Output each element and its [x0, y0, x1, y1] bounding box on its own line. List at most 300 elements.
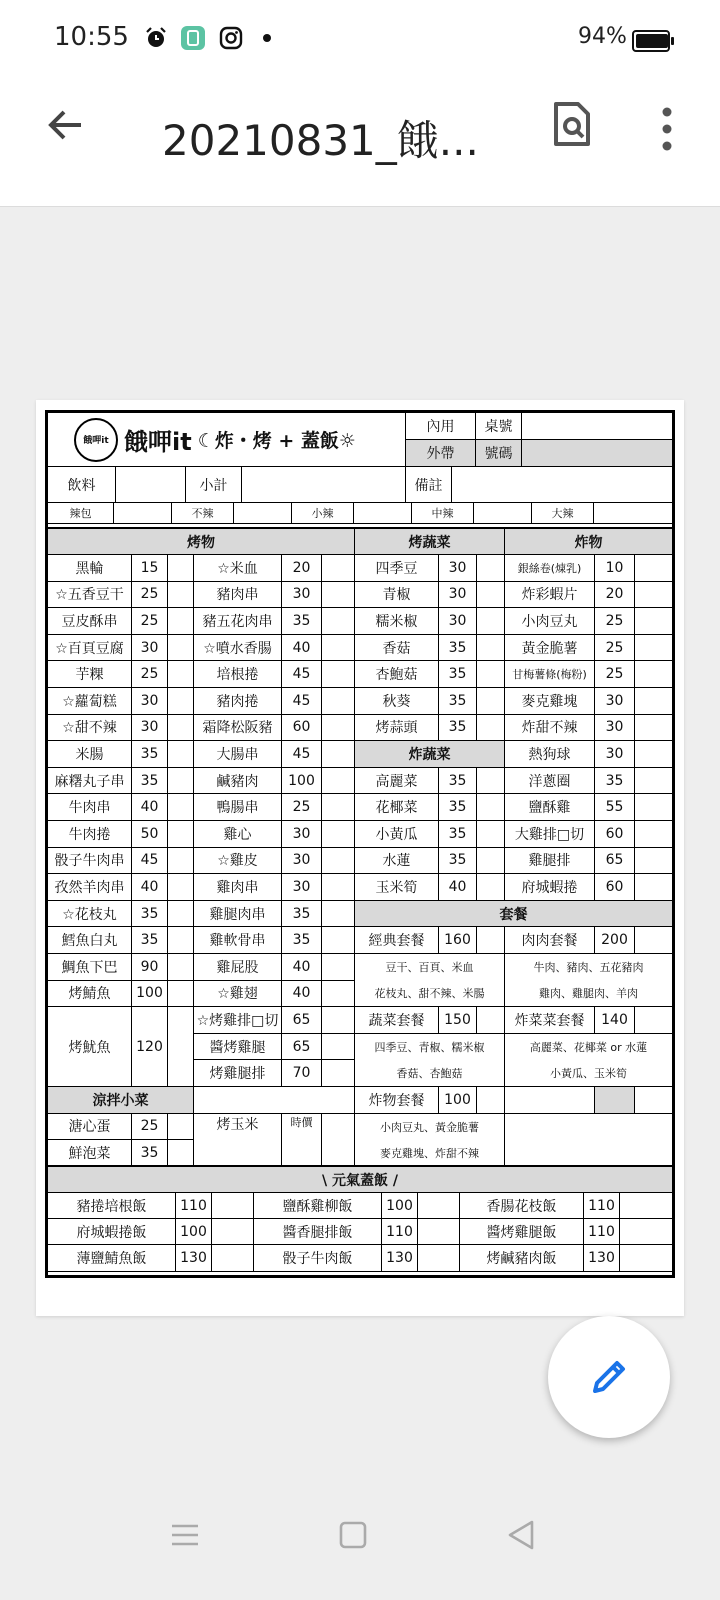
search-in-document-icon[interactable] — [552, 100, 602, 156]
fried-item-name: 炸甜不辣 — [505, 715, 595, 742]
grill-item-qty[interactable] — [168, 608, 194, 635]
grill-veg-name: 烤蒜頭 — [355, 715, 439, 742]
fried-item-name: 洋蔥圈 — [505, 768, 595, 795]
grill-item-qty[interactable] — [322, 901, 355, 928]
rice-item-name: 鹽酥雞柳飯 — [254, 1193, 382, 1219]
fried-item-name: 黃金脆薯 — [505, 635, 595, 662]
fried-item-qty[interactable] — [635, 688, 672, 715]
combo-name: 經典套餐 — [355, 927, 439, 954]
grill-item-qty[interactable] — [322, 1034, 355, 1061]
fried-item-name: 炸彩蝦片 — [505, 582, 595, 609]
grill-item-qty[interactable] — [322, 608, 355, 635]
grill-item-name: 培根捲 — [194, 661, 282, 688]
grill-item-qty[interactable] — [168, 794, 194, 821]
spice-box[interactable] — [114, 503, 172, 524]
grill-veg-qty[interactable] — [477, 555, 505, 582]
grill-item-qty[interactable] — [322, 927, 355, 954]
fried-item-name: 小肉豆丸 — [505, 608, 595, 635]
rice-item-qty[interactable] — [620, 1245, 672, 1271]
blank-cell — [505, 1087, 595, 1114]
grill-item-price: 40 — [132, 794, 168, 821]
dine-in-label: 內用 — [406, 413, 476, 440]
drinks-field[interactable] — [116, 467, 186, 503]
fried-veg-qty[interactable] — [477, 768, 505, 795]
grill-item-price: 35 — [282, 608, 322, 635]
drinks-label: 飲料 — [48, 467, 116, 503]
grill-item-price: 15 — [132, 555, 168, 582]
corn-qty[interactable] — [322, 1114, 355, 1167]
grill-item-price: 45 — [282, 741, 322, 768]
combo-qty[interactable] — [477, 1087, 505, 1114]
grill-item-price: 30 — [132, 715, 168, 742]
order-type-box — [406, 413, 672, 467]
grill-item-name: 雞心 — [194, 821, 282, 848]
grill-item-name: 鹹豬肉 — [194, 768, 282, 795]
grill-item-name: 豆皮酥串 — [48, 608, 132, 635]
takeout-label: 外帶 — [406, 440, 476, 467]
fried-header: 炸物 — [505, 527, 672, 555]
spice-box[interactable] — [474, 503, 532, 524]
combo-price: 200 — [595, 927, 635, 954]
grill-item-name: ☆蘿蔔糕 — [48, 688, 132, 715]
fried-item-qty[interactable] — [635, 794, 672, 821]
rice-item-name: 香腸花枝飯 — [460, 1193, 584, 1219]
grill-item-qty[interactable] — [168, 661, 194, 688]
grill-item-qty[interactable] — [168, 901, 194, 928]
cold-item-qty[interactable] — [168, 1114, 194, 1141]
combo-price: 160 — [439, 927, 477, 954]
takeout-row — [406, 440, 672, 467]
grill-item-price: 50 — [132, 821, 168, 848]
grill-item-price: 30 — [282, 848, 322, 875]
fried-veg-name: 高麗菜 — [355, 768, 439, 795]
grill-item-price: 20 — [282, 555, 322, 582]
grill-item-qty[interactable] — [322, 848, 355, 875]
cold-item-price: 25 — [132, 1114, 168, 1141]
fried-veg-qty[interactable] — [477, 794, 505, 821]
grill-item-price: 120 — [132, 1007, 168, 1087]
fried-item-price: 30 — [595, 715, 635, 742]
cold-item-name: 溏心蛋 — [48, 1114, 132, 1141]
grill-item-qty[interactable] — [168, 555, 194, 582]
grill-item-price: 40 — [282, 635, 322, 662]
grill-veg-name: 香菇 — [355, 635, 439, 662]
dine-in-row — [406, 413, 672, 440]
grill-item-qty[interactable] — [168, 1007, 194, 1087]
grill-veg-price: 35 — [439, 715, 477, 742]
grill-item-qty[interactable] — [168, 582, 194, 609]
grill-item-name: 豬肉捲 — [194, 688, 282, 715]
combo-desc: 香菇、杏鮑菇 — [355, 1060, 505, 1087]
number-label: 號碼 — [476, 440, 522, 467]
grill-item-price: 30 — [282, 874, 322, 901]
grill-item-name: 大腸串 — [194, 741, 282, 768]
grill-item-qty[interactable] — [322, 741, 355, 768]
brand-logo — [48, 413, 406, 467]
combo-name: 炸物套餐 — [355, 1087, 439, 1114]
grill-item-name: ☆噴水香腸 — [194, 635, 282, 662]
rice-item-price: 110 — [584, 1219, 620, 1245]
grill-item-qty[interactable] — [168, 768, 194, 795]
grill-header: 烤物 — [48, 527, 355, 555]
grill-item-price: 40 — [132, 874, 168, 901]
grill-item-qty[interactable] — [322, 688, 355, 715]
rice-item-name: 醬烤雞腿飯 — [460, 1219, 584, 1245]
fried-item-qty[interactable] — [635, 661, 672, 688]
fried-item-name: 麥克雞塊 — [505, 688, 595, 715]
grill-item-price: 30 — [132, 688, 168, 715]
fried-veg-qty[interactable] — [477, 821, 505, 848]
grill-item-name: 鴨腸串 — [194, 794, 282, 821]
battery-icon — [632, 30, 670, 52]
combo-desc: 麥克雞塊、炸甜不辣 — [355, 1140, 505, 1167]
grill-item-qty[interactable] — [168, 981, 194, 1008]
grill-item-price: 25 — [282, 794, 322, 821]
rice-item-qty[interactable] — [212, 1193, 254, 1219]
rice-item-name: 醬香腿排飯 — [254, 1219, 382, 1245]
more-vertical-icon[interactable] — [652, 102, 682, 156]
grill-item-name: 牛肉捲 — [48, 821, 132, 848]
rice-item-qty[interactable] — [620, 1193, 672, 1219]
grill-veg-header: 烤蔬菜 — [355, 527, 505, 555]
grill-item-name: 醬烤雞腿 — [194, 1034, 282, 1061]
document-page[interactable] — [36, 400, 684, 1316]
grill-item-name: 烤鯖魚 — [48, 981, 132, 1008]
fried-item-name: 鹽酥雞 — [505, 794, 595, 821]
number-field[interactable] — [522, 440, 672, 467]
header-row-1 — [48, 413, 672, 467]
rice-item-qty[interactable] — [620, 1219, 672, 1245]
grill-veg-price: 30 — [439, 555, 477, 582]
recent-apps-icon[interactable] — [160, 1510, 210, 1560]
grill-item-name: 鱈魚白丸 — [48, 927, 132, 954]
rice-header-row — [48, 1165, 672, 1193]
grill-item-name: 烤魷魚 — [48, 1007, 132, 1087]
grill-item-qty[interactable] — [168, 954, 194, 981]
grill-item-price: 30 — [282, 821, 322, 848]
app-bar — [0, 80, 720, 207]
fried-item-price: 30 — [595, 741, 635, 768]
fried-item-price: 25 — [595, 661, 635, 688]
combo-price: 140 — [595, 1007, 635, 1034]
grill-item-price: 100 — [132, 981, 168, 1008]
grill-veg-qty[interactable] — [477, 608, 505, 635]
section-header-row — [48, 527, 672, 555]
combo-desc: 小黃瓜、玉米筍 — [505, 1060, 672, 1087]
fried-item-name: 大雞排□切 — [505, 821, 595, 848]
combo-name: 肉肉套餐 — [505, 927, 595, 954]
grill-item-price: 30 — [282, 582, 322, 609]
grill-item-price: 35 — [132, 741, 168, 768]
fried-item-name: 熱狗球 — [505, 741, 595, 768]
combo-header: 套餐 — [355, 901, 672, 928]
rice-item-name: 烤鹹豬肉飯 — [460, 1245, 584, 1271]
combo-name: 炸菜菜套餐 — [505, 1007, 595, 1034]
grill-item-qty[interactable] — [322, 635, 355, 662]
grill-item-name: 麻糬丸子串 — [48, 768, 132, 795]
combo-desc: 花枝丸、甜不辣、米腸 — [355, 981, 505, 1008]
fried-item-price: 60 — [595, 874, 635, 901]
edit-button[interactable] — [548, 1316, 670, 1438]
subtotal-field[interactable] — [242, 467, 406, 503]
fried-item-name: 銀絲卷(煉乳) — [505, 555, 595, 582]
grill-veg-name: 四季豆 — [355, 555, 439, 582]
grill-item-price: 40 — [282, 954, 322, 981]
grill-item-qty[interactable] — [322, 582, 355, 609]
document-title: 20210831_餓... — [162, 116, 479, 165]
rice-item-name: 薄鹽鯖魚飯 — [48, 1245, 176, 1271]
spice-box[interactable] — [594, 503, 672, 524]
cold-item-name: 鮮泡菜 — [48, 1140, 132, 1167]
fried-item-name: 府城蝦捲 — [505, 874, 595, 901]
rice-item-price: 100 — [176, 1219, 212, 1245]
battery-level — [636, 34, 668, 48]
grill-item-price: 30 — [132, 635, 168, 662]
grill-item-name: ☆花枝丸 — [48, 901, 132, 928]
grill-item-price: 35 — [132, 768, 168, 795]
combo-qty[interactable] — [635, 1007, 672, 1034]
rice-header: \ 元氣蓋飯 / — [48, 1165, 672, 1193]
grill-item-name: 骰子牛肉串 — [48, 848, 132, 875]
spice-none: 不辣 — [172, 503, 234, 524]
grill-veg-qty[interactable] — [477, 688, 505, 715]
fried-item-qty[interactable] — [635, 608, 672, 635]
cold-header: 涼拌小菜 — [48, 1087, 194, 1114]
grill-item-qty[interactable] — [322, 1007, 355, 1034]
rice-item-qty[interactable] — [418, 1219, 460, 1245]
notes-label: 備註 — [406, 467, 452, 503]
grill-item-name: ☆五香豆干 — [48, 582, 132, 609]
blank-cell — [194, 1087, 355, 1114]
grill-veg-price: 35 — [439, 688, 477, 715]
fried-item-qty[interactable] — [635, 582, 672, 609]
combo-desc: 小肉豆丸、黃金脆薯 — [355, 1114, 505, 1141]
grill-veg-name: 杏鮑菇 — [355, 661, 439, 688]
status-bar — [0, 0, 720, 80]
combo-desc: 豆干、百頁、米血 — [355, 954, 505, 981]
grill-item-qty[interactable] — [168, 715, 194, 742]
fried-item-price: 55 — [595, 794, 635, 821]
grill-item-name: 牛肉串 — [48, 794, 132, 821]
rice-item-qty[interactable] — [418, 1193, 460, 1219]
table-no-field[interactable] — [522, 413, 672, 440]
grill-veg-qty[interactable] — [477, 661, 505, 688]
grill-item-price: 65 — [282, 1007, 322, 1034]
combo-desc: 高麗菜、花椰菜 or 水蓮 — [529, 1041, 648, 1055]
fried-veg-price: 35 — [439, 848, 477, 875]
rice-item-price: 100 — [382, 1193, 418, 1219]
combo-qty[interactable] — [477, 927, 505, 954]
grill-item-price: 60 — [282, 715, 322, 742]
fried-item-price: 35 — [595, 768, 635, 795]
grill-veg-qty[interactable] — [477, 582, 505, 609]
brand-name: 餓呷it — [124, 428, 192, 456]
grill-item-name: 雞肉串 — [194, 874, 282, 901]
combo-qty[interactable] — [635, 927, 672, 954]
grill-veg-name: 秋葵 — [355, 688, 439, 715]
grill-item-name: 米腸 — [48, 741, 132, 768]
grill-veg-price: 30 — [439, 608, 477, 635]
fried-item-price: 30 — [595, 688, 635, 715]
grill-item-price: 100 — [282, 768, 322, 795]
grill-item-name: 雞軟骨串 — [194, 927, 282, 954]
grill-item-qty[interactable] — [322, 874, 355, 901]
grill-item-price: 40 — [282, 981, 322, 1008]
dot-icon — [254, 24, 280, 52]
fried-veg-name: 小黃瓜 — [355, 821, 439, 848]
grill-item-price: 25 — [132, 661, 168, 688]
grill-item-qty[interactable] — [168, 688, 194, 715]
grill-item-name: 雞腿肉串 — [194, 901, 282, 928]
grill-item-name: 霜降松阪豬 — [194, 715, 282, 742]
rice-item-qty[interactable] — [212, 1245, 254, 1271]
corn-name: 烤玉米 — [194, 1114, 282, 1167]
grill-item-name: ☆百頁豆腐 — [48, 635, 132, 662]
header-row-2 — [48, 467, 672, 503]
grill-item-qty[interactable] — [322, 715, 355, 742]
fried-veg-price: 35 — [439, 821, 477, 848]
combo-desc: 雞肉、雞腿肉、羊肉 — [505, 981, 672, 1008]
grill-item-name: ☆烤雞排□切 — [194, 1007, 282, 1034]
corn-price: 時價 — [282, 1114, 322, 1167]
home-icon[interactable] — [328, 1510, 378, 1560]
grill-item-price: 25 — [132, 582, 168, 609]
cold-item-price: 35 — [132, 1140, 168, 1167]
fried-item-qty[interactable] — [635, 555, 672, 582]
grill-item-price: 35 — [282, 901, 322, 928]
rice-item-name: 豬捲培根飯 — [48, 1193, 176, 1219]
grill-item-qty[interactable] — [322, 821, 355, 848]
logo-seal: 餓呷it — [74, 418, 118, 462]
grill-item-qty[interactable] — [322, 954, 355, 981]
fried-veg-qty[interactable] — [477, 848, 505, 875]
fried-item-qty[interactable] — [635, 874, 672, 901]
grill-item-qty[interactable] — [322, 794, 355, 821]
grill-item-name: 芋粿 — [48, 661, 132, 688]
grill-item-qty[interactable] — [322, 1060, 355, 1087]
fried-veg-price: 35 — [439, 794, 477, 821]
rice-item-price: 110 — [176, 1193, 212, 1219]
cold-item-qty[interactable] — [168, 1140, 194, 1167]
grill-item-name: 豬肉串 — [194, 582, 282, 609]
edit-pencil-icon — [587, 1355, 631, 1399]
grill-item-price: 35 — [132, 927, 168, 954]
grill-item-price: 65 — [282, 1034, 322, 1061]
combo-price: 150 — [439, 1007, 477, 1034]
subtotal-label: 小計 — [186, 467, 242, 503]
rice-item-name: 骰子牛肉飯 — [254, 1245, 382, 1271]
fried-item-price: 60 — [595, 821, 635, 848]
grill-item-qty[interactable] — [322, 555, 355, 582]
fried-item-price: 10 — [595, 555, 635, 582]
grill-item-price: 45 — [132, 848, 168, 875]
grill-item-name: ☆米血 — [194, 555, 282, 582]
rice-item-qty[interactable] — [212, 1219, 254, 1245]
spice-pack: 辣包 — [48, 503, 114, 524]
rice-item-qty[interactable] — [418, 1245, 460, 1271]
fried-item-qty[interactable] — [635, 821, 672, 848]
grill-item-qty[interactable] — [168, 635, 194, 662]
fried-item-price: 25 — [595, 635, 635, 662]
grill-veg-price: 35 — [439, 661, 477, 688]
rice-item-price: 130 — [176, 1245, 212, 1271]
combo-desc: 四季豆、青椒、糯米椒 — [355, 1034, 505, 1061]
grill-item-name: 豬五花肉串 — [194, 608, 282, 635]
fried-item-price: 25 — [595, 608, 635, 635]
fried-veg-price: 35 — [439, 768, 477, 795]
grill-item-price: 35 — [282, 927, 322, 954]
notes-field[interactable] — [452, 467, 672, 503]
grill-item-name: ☆雞皮 — [194, 848, 282, 875]
combo-desc: 牛肉、豬肉、五花豬肉 — [533, 961, 644, 975]
grill-item-name: 烤雞腿排 — [194, 1060, 282, 1087]
fried-veg-name: 花椰菜 — [355, 794, 439, 821]
status-time: 10:55 — [54, 22, 129, 52]
grill-item-price: 35 — [132, 901, 168, 928]
menu-sheet — [45, 410, 675, 1278]
fried-item-qty[interactable] — [635, 768, 672, 795]
blank-cell — [505, 1114, 672, 1167]
grill-item-qty[interactable] — [322, 768, 355, 795]
rice-item-name: 府城蝦捲飯 — [48, 1219, 176, 1245]
grill-item-name: 孜然羊肉串 — [48, 874, 132, 901]
grill-item-price: 45 — [282, 661, 322, 688]
grill-item-name: 雞屁股 — [194, 954, 282, 981]
back-arrow-icon[interactable] — [40, 100, 90, 150]
grill-veg-qty[interactable] — [477, 715, 505, 742]
grill-item-price: 70 — [282, 1060, 322, 1087]
back-triangle-icon[interactable] — [496, 1510, 546, 1560]
combo-qty[interactable] — [477, 1007, 505, 1034]
combo-name: 蔬菜套餐 — [355, 1007, 439, 1034]
fried-item-qty[interactable] — [635, 741, 672, 768]
fried-veg-qty[interactable] — [477, 874, 505, 901]
grill-item-name: 鯛魚下巴 — [48, 954, 132, 981]
blank-cell — [635, 1087, 672, 1114]
spice-box[interactable] — [354, 503, 412, 524]
fried-veg-name: 玉米筍 — [355, 874, 439, 901]
spice-mild: 小辣 — [292, 503, 354, 524]
fried-item-qty[interactable] — [635, 715, 672, 742]
grill-item-qty[interactable] — [168, 821, 194, 848]
grill-item-qty[interactable] — [168, 741, 194, 768]
spice-box[interactable] — [234, 503, 292, 524]
alarm-icon — [143, 24, 169, 52]
grill-item-name: ☆雞翅 — [194, 981, 282, 1008]
fried-item-price: 20 — [595, 582, 635, 609]
brand-tagline: ☾炸・烤 + 蓋飯☼ — [197, 430, 356, 452]
grill-item-qty[interactable] — [322, 981, 355, 1008]
grill-veg-name: 糯米椒 — [355, 608, 439, 635]
app-notification-icon — [180, 24, 206, 52]
blank-cell — [595, 1087, 635, 1114]
fried-item-price: 65 — [595, 848, 635, 875]
grill-item-qty[interactable] — [168, 927, 194, 954]
grill-veg-price: 30 — [439, 582, 477, 609]
instagram-icon — [218, 24, 244, 52]
grill-item-qty[interactable] — [168, 874, 194, 901]
grill-veg-qty[interactable] — [477, 635, 505, 662]
fried-item-qty[interactable] — [635, 848, 672, 875]
spice-medium: 中辣 — [412, 503, 474, 524]
grill-item-qty[interactable] — [168, 848, 194, 875]
grill-item-name: 黑輪 — [48, 555, 132, 582]
rice-item-price: 110 — [382, 1219, 418, 1245]
grill-item-qty[interactable] — [322, 661, 355, 688]
fried-item-qty[interactable] — [635, 635, 672, 662]
battery-percent: 94% — [578, 24, 627, 49]
spice-hot: 大辣 — [532, 503, 594, 524]
